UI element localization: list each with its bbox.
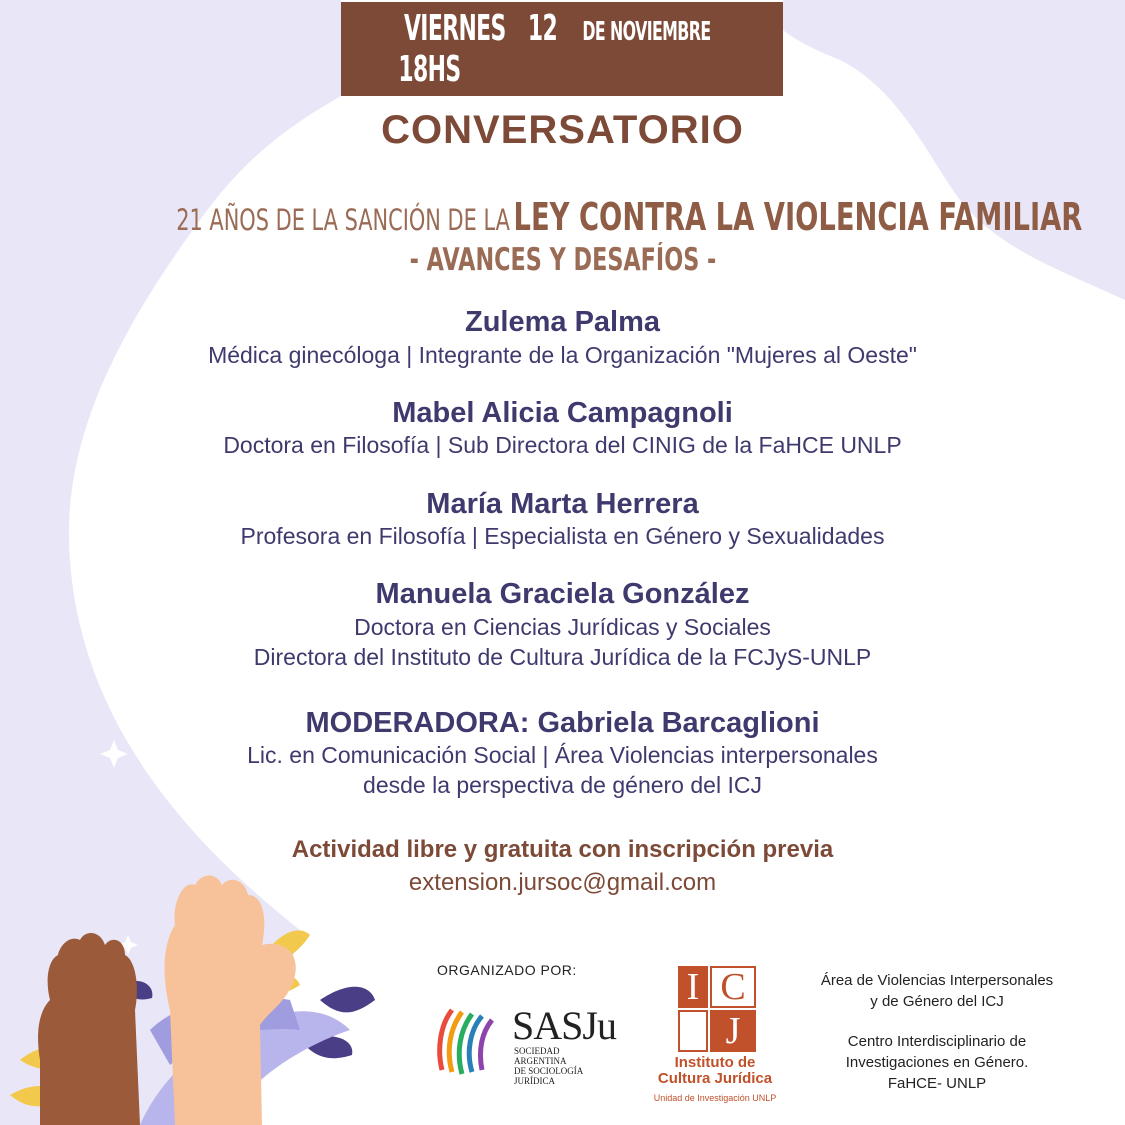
- organized-by-label: ORGANIZADO POR:: [437, 962, 577, 978]
- speaker-name: Manuela Graciela González: [375, 578, 750, 610]
- speaker-role: Directora del Instituto de Cultura Jurídica de la FCJyS-UNLP: [253, 644, 872, 670]
- speaker-role: Profesora en Filosofía | Especialista en Género y Sexualidades: [240, 523, 885, 549]
- speaker-role: Médica ginecóloga | Integrante de la Organización "Mujeres al Oeste": [208, 342, 917, 368]
- icj-unit: Unidad de Investigación UNLP: [653, 1093, 777, 1103]
- speaker-name: Zulema Palma: [464, 306, 661, 338]
- date-banner: [341, 2, 783, 96]
- speaker-name: Mabel Alicia Campagnoli: [392, 397, 733, 429]
- date-time: 18HS: [398, 49, 461, 90]
- moderator-role: desde la perspectiva de género del ICJ: [363, 772, 762, 798]
- event-title-lead: 21 AÑOS DE LA SANCIÓN DE LA: [176, 203, 510, 237]
- sasju-mark-icon: [432, 1000, 507, 1080]
- sasju-logo: [432, 1000, 632, 1090]
- moderator-role: Lic. en Comunicación Social | Área Violencias interpersonales: [247, 742, 878, 768]
- speaker-role: Doctora en Ciencias Jurídicas y Sociales: [354, 614, 771, 640]
- event-tagline: - AVANCES Y DESAFÍOS -: [409, 242, 716, 278]
- moderator-name: MODERADORA: Gabriela Barcaglioni: [305, 707, 820, 739]
- speaker-role: Doctora en Filosofía | Sub Directora del CINIG de la FaHCE UNLP: [223, 432, 902, 458]
- event-title: [0, 195, 1125, 239]
- registration-email[interactable]: extension.jursoc@gmail.com: [408, 869, 717, 896]
- event-type-heading: CONVERSATORIO: [381, 108, 744, 152]
- speaker-name: María Marta Herrera: [426, 488, 699, 520]
- partner-cinig: Centro Interdisciplinario de Investigaciones en Género. FaHCE- UNLP: [845, 1033, 1029, 1092]
- free-activity-note: Actividad libre y gratuita con inscripción previa: [291, 836, 834, 863]
- partner-area-violencias: Área de Violencias Interpersonales y de Género del ICJ: [820, 972, 1054, 1010]
- date-month: DE NOVIEMBRE: [582, 17, 711, 47]
- sasju-name: SASJu: [512, 1003, 616, 1048]
- sasju-subtitle: SOCIEDAD ARGENTINA DE SOCIOLOGÍA JURÍDICA: [514, 1046, 584, 1086]
- icj-name: Instituto de Cultura Jurídica: [657, 1054, 773, 1087]
- date-day: 12: [527, 8, 558, 49]
- event-title-emphasis: LEY CONTRA LA VIOLENCIA FAMILIAR: [513, 195, 1083, 239]
- date-weekday: VIERNES: [403, 8, 506, 49]
- icj-logo: I C J Instituto de Cultura Jurídica Unidad de Investigación UNLP: [650, 962, 790, 1107]
